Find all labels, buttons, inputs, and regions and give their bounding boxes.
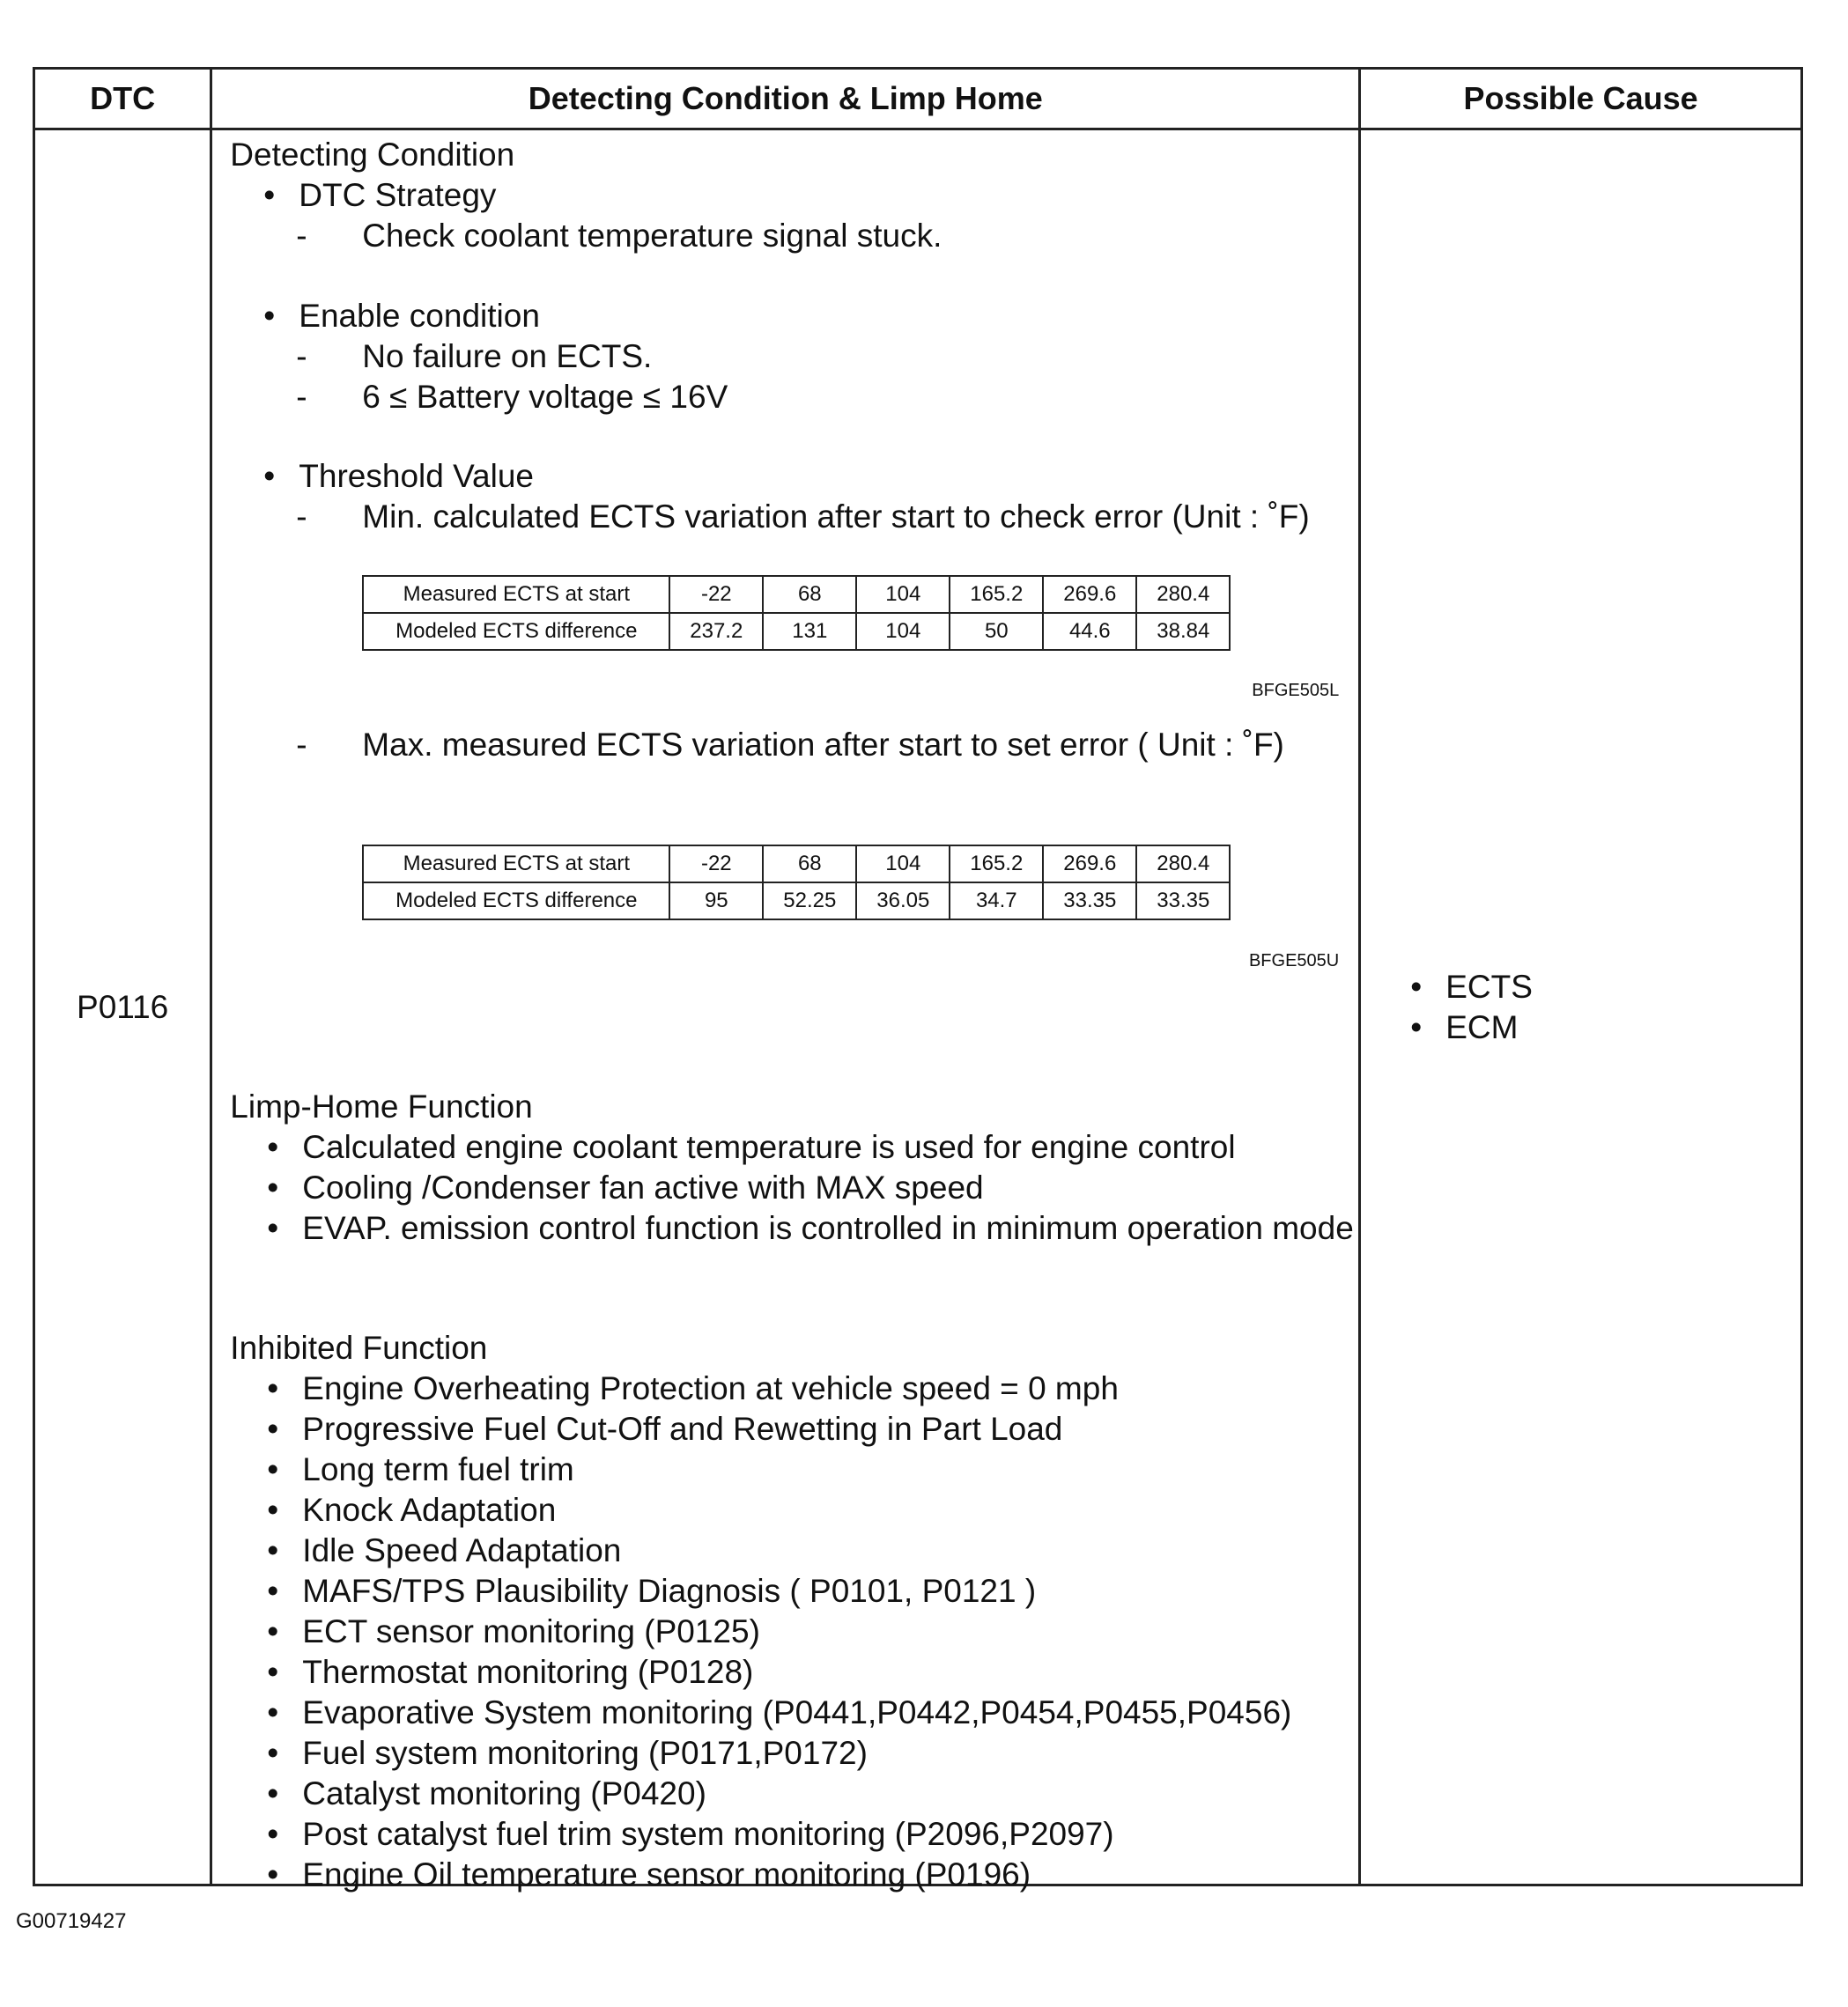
table-cell: Modeled ECTS difference <box>363 882 669 919</box>
table-cell: 50 <box>950 613 1043 650</box>
threshold-title: • Threshold Value <box>212 456 1358 497</box>
possible-cause-cell <box>1360 129 1802 1885</box>
table-cell: 237.2 <box>669 613 763 650</box>
list-item: • Engine Overheating Protection at vehicle speed = 0 mph <box>212 1369 1358 1409</box>
table-cell: Measured ECTS at start <box>363 576 669 613</box>
list-item: • Idle Speed Adaptation <box>212 1531 1358 1571</box>
table-cell: Measured ECTS at start <box>363 845 669 882</box>
enable-title: • Enable condition <box>212 296 1358 336</box>
list-item: • ECTS <box>1410 967 1800 1007</box>
max-threshold-table <box>362 845 1231 920</box>
table-cell: 131 <box>763 613 856 650</box>
strategy-item: - Check coolant temperature signal stuck. <box>296 218 942 254</box>
min-description: - Min. calculated ECTS variation after start to check error (Unit : ˚F) <box>296 498 1310 535</box>
list-item: • ECM <box>1410 1007 1800 1048</box>
list-item: • Thermostat monitoring (P0128) <box>212 1652 1358 1693</box>
list-item: • Cooling /Condenser fan active with MAX speed <box>212 1168 1358 1208</box>
header-dtc: DTC <box>34 69 211 129</box>
max-description: - Max. measured ECTS variation after start to set error ( Unit : ˚F) <box>296 727 1284 763</box>
figure-code-max: BFGE505U <box>1248 951 1340 970</box>
table-cell: 104 <box>856 845 950 882</box>
inhibited-title: Inhibited Function <box>230 1330 488 1366</box>
table-cell: 68 <box>763 576 856 613</box>
table-row <box>363 845 1230 882</box>
table-cell: 52.25 <box>763 882 856 919</box>
table-cell: 38.84 <box>1136 613 1230 650</box>
table-cell: 269.6 <box>1043 845 1136 882</box>
detecting-section <box>212 135 1358 256</box>
list-item: • Catalyst monitoring (P0420) <box>212 1774 1358 1814</box>
table-cell: 36.05 <box>856 882 950 919</box>
table-cell: 104 <box>856 613 950 650</box>
limp-home-title: Limp-Home Function <box>230 1088 533 1125</box>
enable-item: - No failure on ECTS. <box>296 338 653 374</box>
figure-code: G00719427 <box>16 1909 127 1933</box>
table-cell: 68 <box>763 845 856 882</box>
list-item: • Long term fuel trim <box>212 1450 1358 1490</box>
threshold-section <box>212 456 1358 537</box>
enable-item: - 6 ≤ Battery voltage ≤ 16V <box>296 379 728 415</box>
list-item: • Engine Oil temperature sensor monitoring (P0196) <box>212 1855 1358 1895</box>
table-cell: 165.2 <box>950 576 1043 613</box>
list-item: • Evaporative System monitoring (P0441,P0442,P0454,P0455,P0456) <box>212 1693 1358 1733</box>
table-cell: 33.35 <box>1136 882 1230 919</box>
limp-home-section <box>212 1087 1358 1249</box>
list-item: • Post catalyst fuel trim system monitoring (P2096,P2097) <box>212 1814 1358 1855</box>
detecting-cell <box>211 129 1360 1893</box>
table-row <box>363 882 1230 919</box>
table-cell: 33.35 <box>1043 882 1136 919</box>
table-cell: -22 <box>669 576 763 613</box>
min-threshold-table <box>362 575 1231 651</box>
strategy-title: • DTC Strategy <box>212 175 1358 216</box>
table-row <box>363 576 1230 613</box>
enable-section <box>212 296 1358 417</box>
max-section <box>212 725 1358 765</box>
table-cell: 95 <box>669 882 763 919</box>
detecting-title: Detecting Condition <box>230 137 515 173</box>
dtc-table <box>33 67 1803 1893</box>
cause-list <box>1410 967 1800 1048</box>
table-cell: 269.6 <box>1043 576 1136 613</box>
table-cell: 280.4 <box>1136 845 1230 882</box>
table-cell: 165.2 <box>950 845 1043 882</box>
list-item: • Knock Adaptation <box>212 1490 1358 1531</box>
header-cause: Possible Cause <box>1360 69 1802 129</box>
list-item: • Progressive Fuel Cut-Off and Rewetting in Part Load <box>212 1409 1358 1450</box>
dtc-row <box>34 129 1802 1885</box>
list-item: • Calculated engine coolant temperature is used for engine control <box>212 1127 1358 1168</box>
table-cell: -22 <box>669 845 763 882</box>
figure-code-min: BFGE505L <box>1252 681 1340 700</box>
header-row <box>34 69 1802 129</box>
inhibited-section <box>212 1328 1358 1895</box>
table-cell: 104 <box>856 576 950 613</box>
header-detecting: Detecting Condition & Limp Home <box>211 69 1360 129</box>
table-row <box>363 613 1230 650</box>
list-item: • ECT sensor monitoring (P0125) <box>212 1612 1358 1652</box>
table-cell: Modeled ECTS difference <box>363 613 669 650</box>
list-item: • MAFS/TPS Plausibility Diagnosis ( P0101, P0121 ) <box>212 1571 1358 1612</box>
table-cell: 34.7 <box>950 882 1043 919</box>
table-cell: 44.6 <box>1043 613 1136 650</box>
list-item: • Fuel system monitoring (P0171,P0172) <box>212 1733 1358 1774</box>
list-item: • EVAP. emission control function is controlled in minimum operation mode <box>212 1208 1358 1249</box>
dtc-code: P0116 <box>34 129 211 1885</box>
table-cell: 280.4 <box>1136 576 1230 613</box>
